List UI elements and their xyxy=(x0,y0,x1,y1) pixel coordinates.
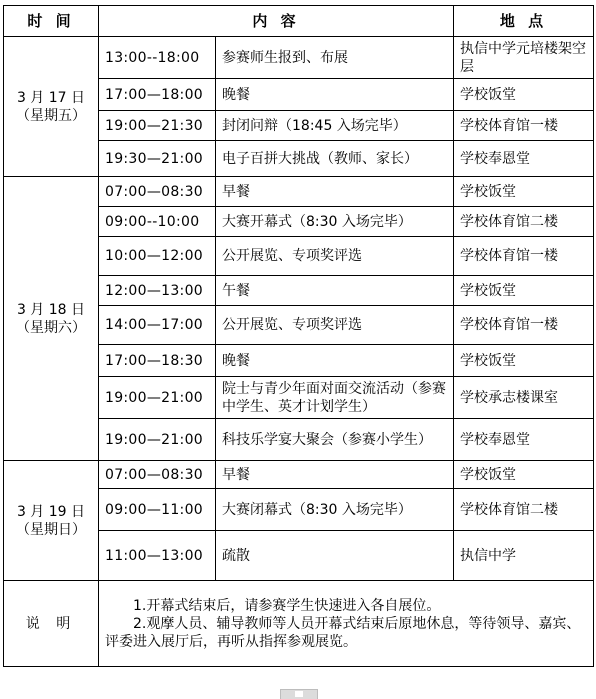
place-cell: 学校饭堂 xyxy=(454,461,594,489)
time-cell: 19:00—21:00 xyxy=(99,419,216,461)
content-cell: 午餐 xyxy=(216,276,454,306)
place-cell: 执信中学 xyxy=(454,531,594,581)
place-cell: 学校体育馆二楼 xyxy=(454,489,594,531)
time-cell: 19:00—21:30 xyxy=(99,111,216,141)
place-cell: 学校奉恩堂 xyxy=(454,419,594,461)
content-cell: 晚餐 xyxy=(216,345,454,377)
day-weekday: （星期日） xyxy=(16,521,86,538)
content-cell: 大赛闭幕式（8:30 入场完毕） xyxy=(216,489,454,531)
table-row xyxy=(4,37,594,79)
time-cell: 07:00—08:30 xyxy=(99,177,216,207)
content-cell: 早餐 xyxy=(216,177,454,207)
day-date: 3 月 19 日 xyxy=(16,503,86,520)
notes-row xyxy=(4,581,594,667)
content-cell: 科技乐学宴大聚会（参赛小学生） xyxy=(216,419,454,461)
header-row xyxy=(4,6,594,37)
day-weekday: （星期六） xyxy=(16,319,86,336)
time-cell: 10:00—12:00 xyxy=(99,237,216,276)
time-cell: 17:00—18:00 xyxy=(99,79,216,111)
time-cell: 12:00—13:00 xyxy=(99,276,216,306)
notes-label: 说 明 xyxy=(4,581,99,667)
time-cell: 19:00—21:00 xyxy=(99,377,216,419)
place-cell: 学校饭堂 xyxy=(454,177,594,207)
content-cell: 早餐 xyxy=(216,461,454,489)
time-cell: 14:00—17:00 xyxy=(99,306,216,345)
time-cell: 09:00—11:00 xyxy=(99,489,216,531)
day-date: 3 月 18 日 xyxy=(16,301,86,318)
table-row xyxy=(4,177,594,207)
content-cell: 大赛开幕式（8:30 入场完毕） xyxy=(216,207,454,237)
day-cell xyxy=(4,461,99,581)
time-cell: 19:30—21:00 xyxy=(99,141,216,177)
place-cell: 执信中学元培楼架空层 xyxy=(454,37,594,79)
content-cell: 院士与青少年面对面交流活动（参赛中学生、英才计划学生） xyxy=(216,377,454,419)
place-cell: 学校奉恩堂 xyxy=(454,141,594,177)
day-date: 3 月 17 日 xyxy=(16,89,86,106)
place-cell: 学校体育馆二楼 xyxy=(454,207,594,237)
day-weekday: （星期五） xyxy=(16,107,86,124)
header-place: 地 点 xyxy=(454,6,594,37)
scroll-handle-icon[interactable] xyxy=(280,689,318,699)
day-cell xyxy=(4,177,99,461)
content-cell: 公开展览、专项奖评选 xyxy=(216,237,454,276)
time-cell: 07:00—08:30 xyxy=(99,461,216,489)
place-cell: 学校体育馆一楼 xyxy=(454,111,594,141)
place-cell: 学校体育馆一楼 xyxy=(454,306,594,345)
content-cell: 疏散 xyxy=(216,531,454,581)
table-row xyxy=(4,461,594,489)
content-cell: 公开展览、专项奖评选 xyxy=(216,306,454,345)
place-cell: 学校饭堂 xyxy=(454,276,594,306)
note-line-2: 2.观摩人员、辅导教师等人员开幕式结束后原地休息，等待领导、嘉宾、评委进入展厅后，再听从指挥参观展览。 xyxy=(105,615,581,650)
place-cell: 学校承志楼课室 xyxy=(454,377,594,419)
time-cell: 09:00--10:00 xyxy=(99,207,216,237)
notes-body xyxy=(99,581,594,667)
time-cell: 11:00—13:00 xyxy=(99,531,216,581)
content-cell: 电子百拼大挑战（教师、家长） xyxy=(216,141,454,177)
header-time: 时 间 xyxy=(4,6,99,37)
note-line-1: 1.开幕式结束后，请参赛学生快速进入各自展位。 xyxy=(133,597,441,614)
place-cell: 学校饭堂 xyxy=(454,79,594,111)
header-content: 内 容 xyxy=(99,6,454,37)
content-cell: 封闭问辩（18:45 入场完毕） xyxy=(216,111,454,141)
day-cell xyxy=(4,37,99,177)
schedule-table xyxy=(3,5,594,667)
content-cell: 参赛师生报到、布展 xyxy=(216,37,454,79)
time-cell: 13:00--18:00 xyxy=(99,37,216,79)
place-cell: 学校体育馆一楼 xyxy=(454,237,594,276)
place-cell: 学校饭堂 xyxy=(454,345,594,377)
time-cell: 17:00—18:30 xyxy=(99,345,216,377)
content-cell: 晚餐 xyxy=(216,79,454,111)
